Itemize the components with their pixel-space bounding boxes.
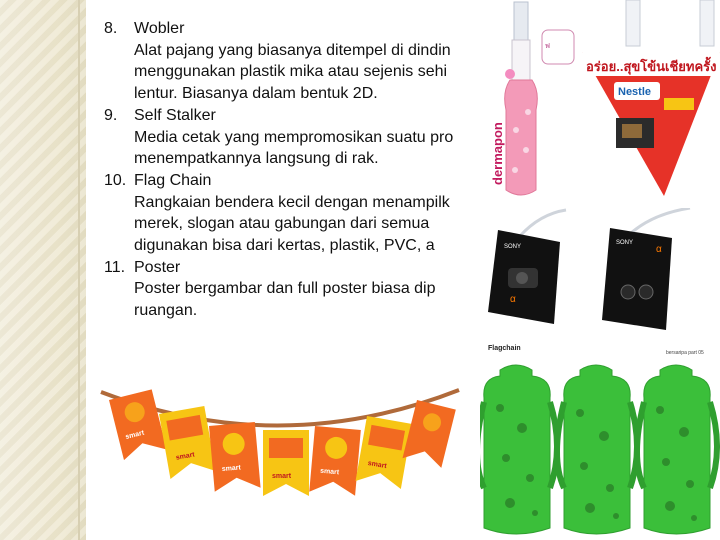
item-title: Self Stalker bbox=[134, 106, 216, 124]
flag-chain-image bbox=[480, 338, 720, 540]
item-desc-line: menempatkannya langsung di rak. bbox=[134, 150, 379, 168]
wobler-brand-label: dermapon bbox=[490, 122, 505, 185]
item-number: 11. bbox=[104, 258, 126, 276]
item-title: Wobler bbox=[134, 20, 185, 37]
svg-text:smart: smart bbox=[367, 459, 388, 471]
item-number: 10. bbox=[104, 171, 127, 189]
item-desc-line: Media cetak yang mempromosikan suatu pro bbox=[134, 128, 454, 146]
list-item bbox=[104, 18, 484, 105]
flagchain-code-text: bersaripa part 05 bbox=[666, 350, 704, 356]
svg-text:smart: smart bbox=[221, 464, 242, 474]
bunting-text: smart bbox=[124, 429, 145, 441]
item-title: Poster bbox=[134, 258, 181, 276]
item-number: 8. bbox=[104, 20, 118, 37]
item-title: Flag Chain bbox=[134, 171, 212, 189]
wobler-thai-text: อร่อย..สุขโข้นเชียทครั้ง bbox=[586, 59, 717, 74]
item-desc-line: Rangkaian bendera kecil dengan menampilk bbox=[134, 193, 450, 211]
item-desc-line: merek, slogan atau gabungan dari semua bbox=[134, 215, 430, 233]
self-stalker-image bbox=[480, 208, 720, 338]
item-desc-line: menggunakan plastik mika atau sejenis sehi bbox=[134, 63, 448, 81]
item-desc-line: Alat pajang yang biasanya ditempel di dindin bbox=[134, 41, 451, 59]
decorative-divider bbox=[78, 0, 80, 540]
item-desc-line: lentur. Biasanya dalam bentuk 2D. bbox=[134, 85, 378, 103]
flagchain-title-text: Flagchain bbox=[488, 345, 521, 352]
svg-text:α: α bbox=[656, 244, 662, 255]
item-number: 9. bbox=[104, 106, 118, 124]
bunting-flag-image bbox=[95, 380, 465, 530]
svg-text:smart: smart bbox=[175, 451, 196, 462]
wobler-product-image bbox=[488, 0, 720, 200]
svg-text:SONY: SONY bbox=[616, 240, 634, 246]
decorative-left-band bbox=[0, 0, 86, 540]
text-list bbox=[104, 18, 484, 338]
item-desc-line: digunakan bisa dari kertas, plastik, PVC, a bbox=[134, 237, 435, 255]
list-item bbox=[104, 257, 484, 322]
item-desc-line: ruangan. bbox=[134, 302, 198, 320]
nestle-logo-text: Nestle bbox=[618, 86, 652, 98]
sony-logo-text: SONY bbox=[504, 244, 522, 250]
svg-text:α: α bbox=[510, 294, 516, 305]
item-desc-line: Poster bergambar dan full poster biasa dip bbox=[134, 280, 436, 298]
svg-text:ฟ: ฟ bbox=[545, 43, 550, 50]
list-item bbox=[104, 170, 484, 257]
svg-text:smart: smart bbox=[319, 467, 340, 477]
svg-text:smart: smart bbox=[272, 473, 292, 480]
list-item bbox=[104, 105, 484, 170]
